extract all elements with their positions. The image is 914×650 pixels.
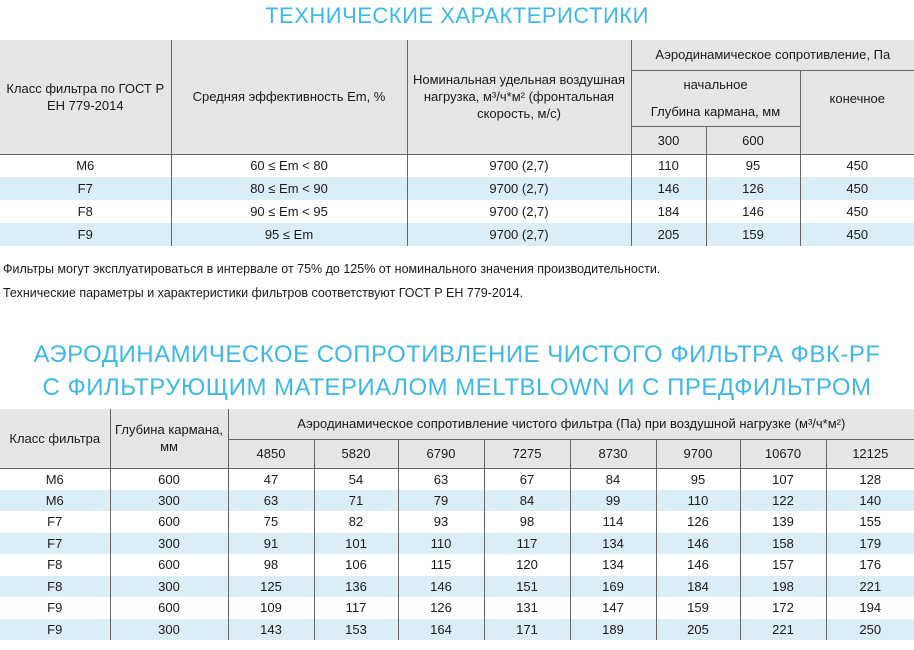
- cell-resistance-value: 109: [228, 597, 314, 619]
- cell-resistance-value: 139: [740, 511, 826, 533]
- cell-resistance-value: 157: [740, 554, 826, 576]
- cell-filter-class: M6: [76, 158, 95, 174]
- cell-resistance-value: 159: [656, 597, 740, 619]
- cell-resistance-value: 54: [314, 468, 398, 490]
- cell-final-resistance: 450: [800, 223, 914, 246]
- section2-title-line1: АЭРОДИНАМИЧЕСКОЕ СОПРОТИВЛЕНИЕ ЧИСТОГО ФИЛЬТРА ФВК-PF: [33, 341, 881, 368]
- cell-efficiency: 90 ≤ Em < 95: [171, 200, 407, 223]
- cell-resistance-value: 122: [740, 490, 826, 512]
- cell-resistance-value: 67: [484, 468, 570, 490]
- cell-final-resistance: 450: [800, 154, 914, 177]
- cell-pocket-depth: 300: [110, 533, 228, 555]
- header-efficiency: Средняя эффективность Em, %: [171, 40, 407, 154]
- cell-resistance-value: 98: [228, 554, 314, 576]
- cell-resistance-value: 221: [826, 576, 914, 598]
- cell-pocket-depth: 300: [110, 576, 228, 598]
- cell-resistance-300: 146: [631, 177, 706, 200]
- header-final: конечное: [800, 70, 914, 126]
- header2-resistance: Аэродинамическое сопротивление чистого фильтра (Па) при воздушной нагрузке (м³/ч*м²): [228, 409, 914, 439]
- cell-resistance-value: 82: [314, 511, 398, 533]
- cell-resistance-value: 155: [826, 511, 914, 533]
- cell-final-resistance: 450: [800, 177, 914, 200]
- cell-resistance-value: 101: [314, 533, 398, 555]
- header2-load-value: 10670: [740, 439, 826, 468]
- cell-resistance-value: 189: [570, 619, 656, 641]
- cell-resistance-value: 146: [656, 554, 740, 576]
- cell-resistance-value: 221: [740, 619, 826, 641]
- cell-resistance-value: 95: [656, 468, 740, 490]
- header2-filter-class: Класс фильтра: [9, 430, 101, 446]
- cell-filter-class: M6: [45, 492, 64, 508]
- cell-air-load: 9700 (2,7): [407, 154, 631, 177]
- cell-filter-class: F8: [77, 204, 93, 219]
- cell-air-load: 9700 (2,7): [407, 177, 631, 200]
- cell-filter-class: F7: [47, 514, 63, 530]
- table-row: [0, 223, 914, 246]
- cell-resistance-600: 146: [706, 200, 800, 223]
- cell-resistance-value: 134: [570, 533, 656, 555]
- cell-filter-class: F9: [47, 600, 63, 616]
- cell-filter-class: F8: [47, 557, 63, 573]
- table-row: [0, 154, 914, 177]
- cell-resistance-value: 84: [570, 468, 656, 490]
- cell-air-load: 9700 (2,7): [407, 223, 631, 246]
- cell-final-resistance: 450: [800, 200, 914, 223]
- cell-pocket-depth: 600: [110, 468, 228, 490]
- cell-resistance-value: 128: [826, 468, 914, 490]
- header-depth-600: 600: [706, 126, 800, 154]
- note-operating-range: Фильтры могут эксплуатироваться в интервале от 75% до 125% от номинального значения производительности.: [3, 262, 661, 276]
- table-row: [0, 511, 914, 533]
- cell-resistance-600: 126: [706, 177, 800, 200]
- note-standard: Технические параметры и характеристики фильтров соответствуют ГОСТ Р ЕН 779-2014.: [3, 286, 524, 300]
- cell-resistance-value: 172: [740, 597, 826, 619]
- table-row: [0, 533, 914, 555]
- table-row: [0, 468, 914, 490]
- cell-filter-class: M6: [45, 471, 64, 487]
- header-resistance: Аэродинамическое сопротивление, Па: [631, 40, 914, 70]
- header-depth-300: 300: [631, 126, 706, 154]
- section1-title: ТЕХНИЧЕСКИЕ ХАРАКТЕРИСТИКИ: [265, 3, 649, 28]
- cell-resistance-value: 146: [398, 576, 484, 598]
- cell-resistance-300: 110: [631, 154, 706, 177]
- tech-specs-table: [0, 40, 914, 246]
- cell-resistance-value: 91: [228, 533, 314, 555]
- section2-title-line2: С ФИЛЬТРУЮЩИМ МАТЕРИАЛОМ MELTBLOWN И С ПРЕДФИЛЬТРОМ: [42, 374, 872, 401]
- header2-load-value: 12125: [826, 439, 914, 468]
- cell-pocket-depth: 300: [110, 490, 228, 512]
- cell-resistance-600: 159: [706, 223, 800, 246]
- header2-load-value: 6790: [398, 439, 484, 468]
- cell-resistance-value: 176: [826, 554, 914, 576]
- cell-resistance-value: 140: [826, 490, 914, 512]
- cell-resistance-value: 205: [656, 619, 740, 641]
- cell-resistance-value: 99: [570, 490, 656, 512]
- header2-load-value: 8730: [570, 439, 656, 468]
- cell-resistance-value: 250: [826, 619, 914, 641]
- cell-air-load: 9700 (2,7): [407, 200, 631, 223]
- cell-resistance-value: 158: [740, 533, 826, 555]
- cell-pocket-depth: 600: [110, 597, 228, 619]
- header-pocket-depth: Глубина кармана, мм: [631, 98, 800, 126]
- cell-resistance-value: 117: [314, 597, 398, 619]
- header2-load-value: 5820: [314, 439, 398, 468]
- header2-load-value: 4850: [228, 439, 314, 468]
- header2-pocket-depth: Глубина кармана, мм: [110, 409, 228, 468]
- cell-efficiency: 80 ≤ Em < 90: [171, 177, 407, 200]
- header2-load-value: 9700: [656, 439, 740, 468]
- cell-resistance-value: 126: [656, 511, 740, 533]
- cell-resistance-value: 63: [228, 490, 314, 512]
- cell-resistance-600: 95: [706, 154, 800, 177]
- header-air-load: Номинальная удельная воздушная нагрузка, м³/ч*м² (фронтальная скорость, м/с): [407, 40, 631, 154]
- cell-resistance-value: 110: [656, 490, 740, 512]
- cell-resistance-value: 147: [570, 597, 656, 619]
- cell-resistance-value: 153: [314, 619, 398, 641]
- cell-resistance-value: 164: [398, 619, 484, 641]
- cell-resistance-value: 125: [228, 576, 314, 598]
- cell-resistance-value: 63: [398, 468, 484, 490]
- cell-resistance-value: 117: [484, 533, 570, 555]
- cell-resistance-value: 71: [314, 490, 398, 512]
- cell-resistance-value: 75: [228, 511, 314, 533]
- table-row: [0, 576, 914, 598]
- cell-resistance-value: 131: [484, 597, 570, 619]
- cell-filter-class: F9: [77, 227, 93, 242]
- cell-resistance-value: 98: [484, 511, 570, 533]
- cell-resistance-value: 106: [314, 554, 398, 576]
- cell-resistance-value: 84: [484, 490, 570, 512]
- cell-resistance-value: 171: [484, 619, 570, 641]
- cell-resistance-value: 114: [570, 511, 656, 533]
- cell-resistance-value: 136: [314, 576, 398, 598]
- cell-pocket-depth: 600: [110, 554, 228, 576]
- cell-resistance-value: 134: [570, 554, 656, 576]
- cell-resistance-value: 194: [826, 597, 914, 619]
- cell-resistance-value: 151: [484, 576, 570, 598]
- cell-resistance-value: 120: [484, 554, 570, 576]
- table-row: [0, 597, 914, 619]
- cell-resistance-value: 143: [228, 619, 314, 641]
- cell-pocket-depth: 300: [110, 619, 228, 641]
- cell-resistance-300: 184: [631, 200, 706, 223]
- table-row: [0, 490, 914, 512]
- cell-resistance-value: 107: [740, 468, 826, 490]
- header-filter-class: Класс фильтра по ГОСТ Р ЕН 779-2014: [6, 80, 165, 113]
- cell-pocket-depth: 600: [110, 511, 228, 533]
- cell-resistance-300: 205: [631, 223, 706, 246]
- cell-resistance-value: 93: [398, 511, 484, 533]
- cell-resistance-value: 198: [740, 576, 826, 598]
- cell-resistance-value: 47: [228, 468, 314, 490]
- cell-resistance-value: 79: [398, 490, 484, 512]
- cell-resistance-value: 184: [656, 576, 740, 598]
- cell-filter-class: F9: [47, 621, 63, 637]
- header-initial: начальное: [631, 70, 800, 98]
- cell-resistance-value: 179: [826, 533, 914, 555]
- cell-resistance-value: 115: [398, 554, 484, 576]
- cell-efficiency: 60 ≤ Em < 80: [171, 154, 407, 177]
- cell-resistance-value: 126: [398, 597, 484, 619]
- table-row: [0, 619, 914, 641]
- cell-resistance-value: 146: [656, 533, 740, 555]
- clean-filter-resistance-table: [0, 409, 914, 640]
- header-final-spacer: [800, 126, 914, 154]
- table-row: [0, 554, 914, 576]
- table-row: [0, 177, 914, 200]
- cell-resistance-value: 169: [570, 576, 656, 598]
- cell-efficiency: 95 ≤ Em: [171, 223, 407, 246]
- cell-filter-class: F8: [47, 578, 63, 594]
- cell-resistance-value: 110: [398, 533, 484, 555]
- cell-filter-class: F7: [77, 181, 93, 196]
- cell-filter-class: F7: [47, 535, 63, 551]
- header2-load-value: 7275: [484, 439, 570, 468]
- table-row: [0, 200, 914, 223]
